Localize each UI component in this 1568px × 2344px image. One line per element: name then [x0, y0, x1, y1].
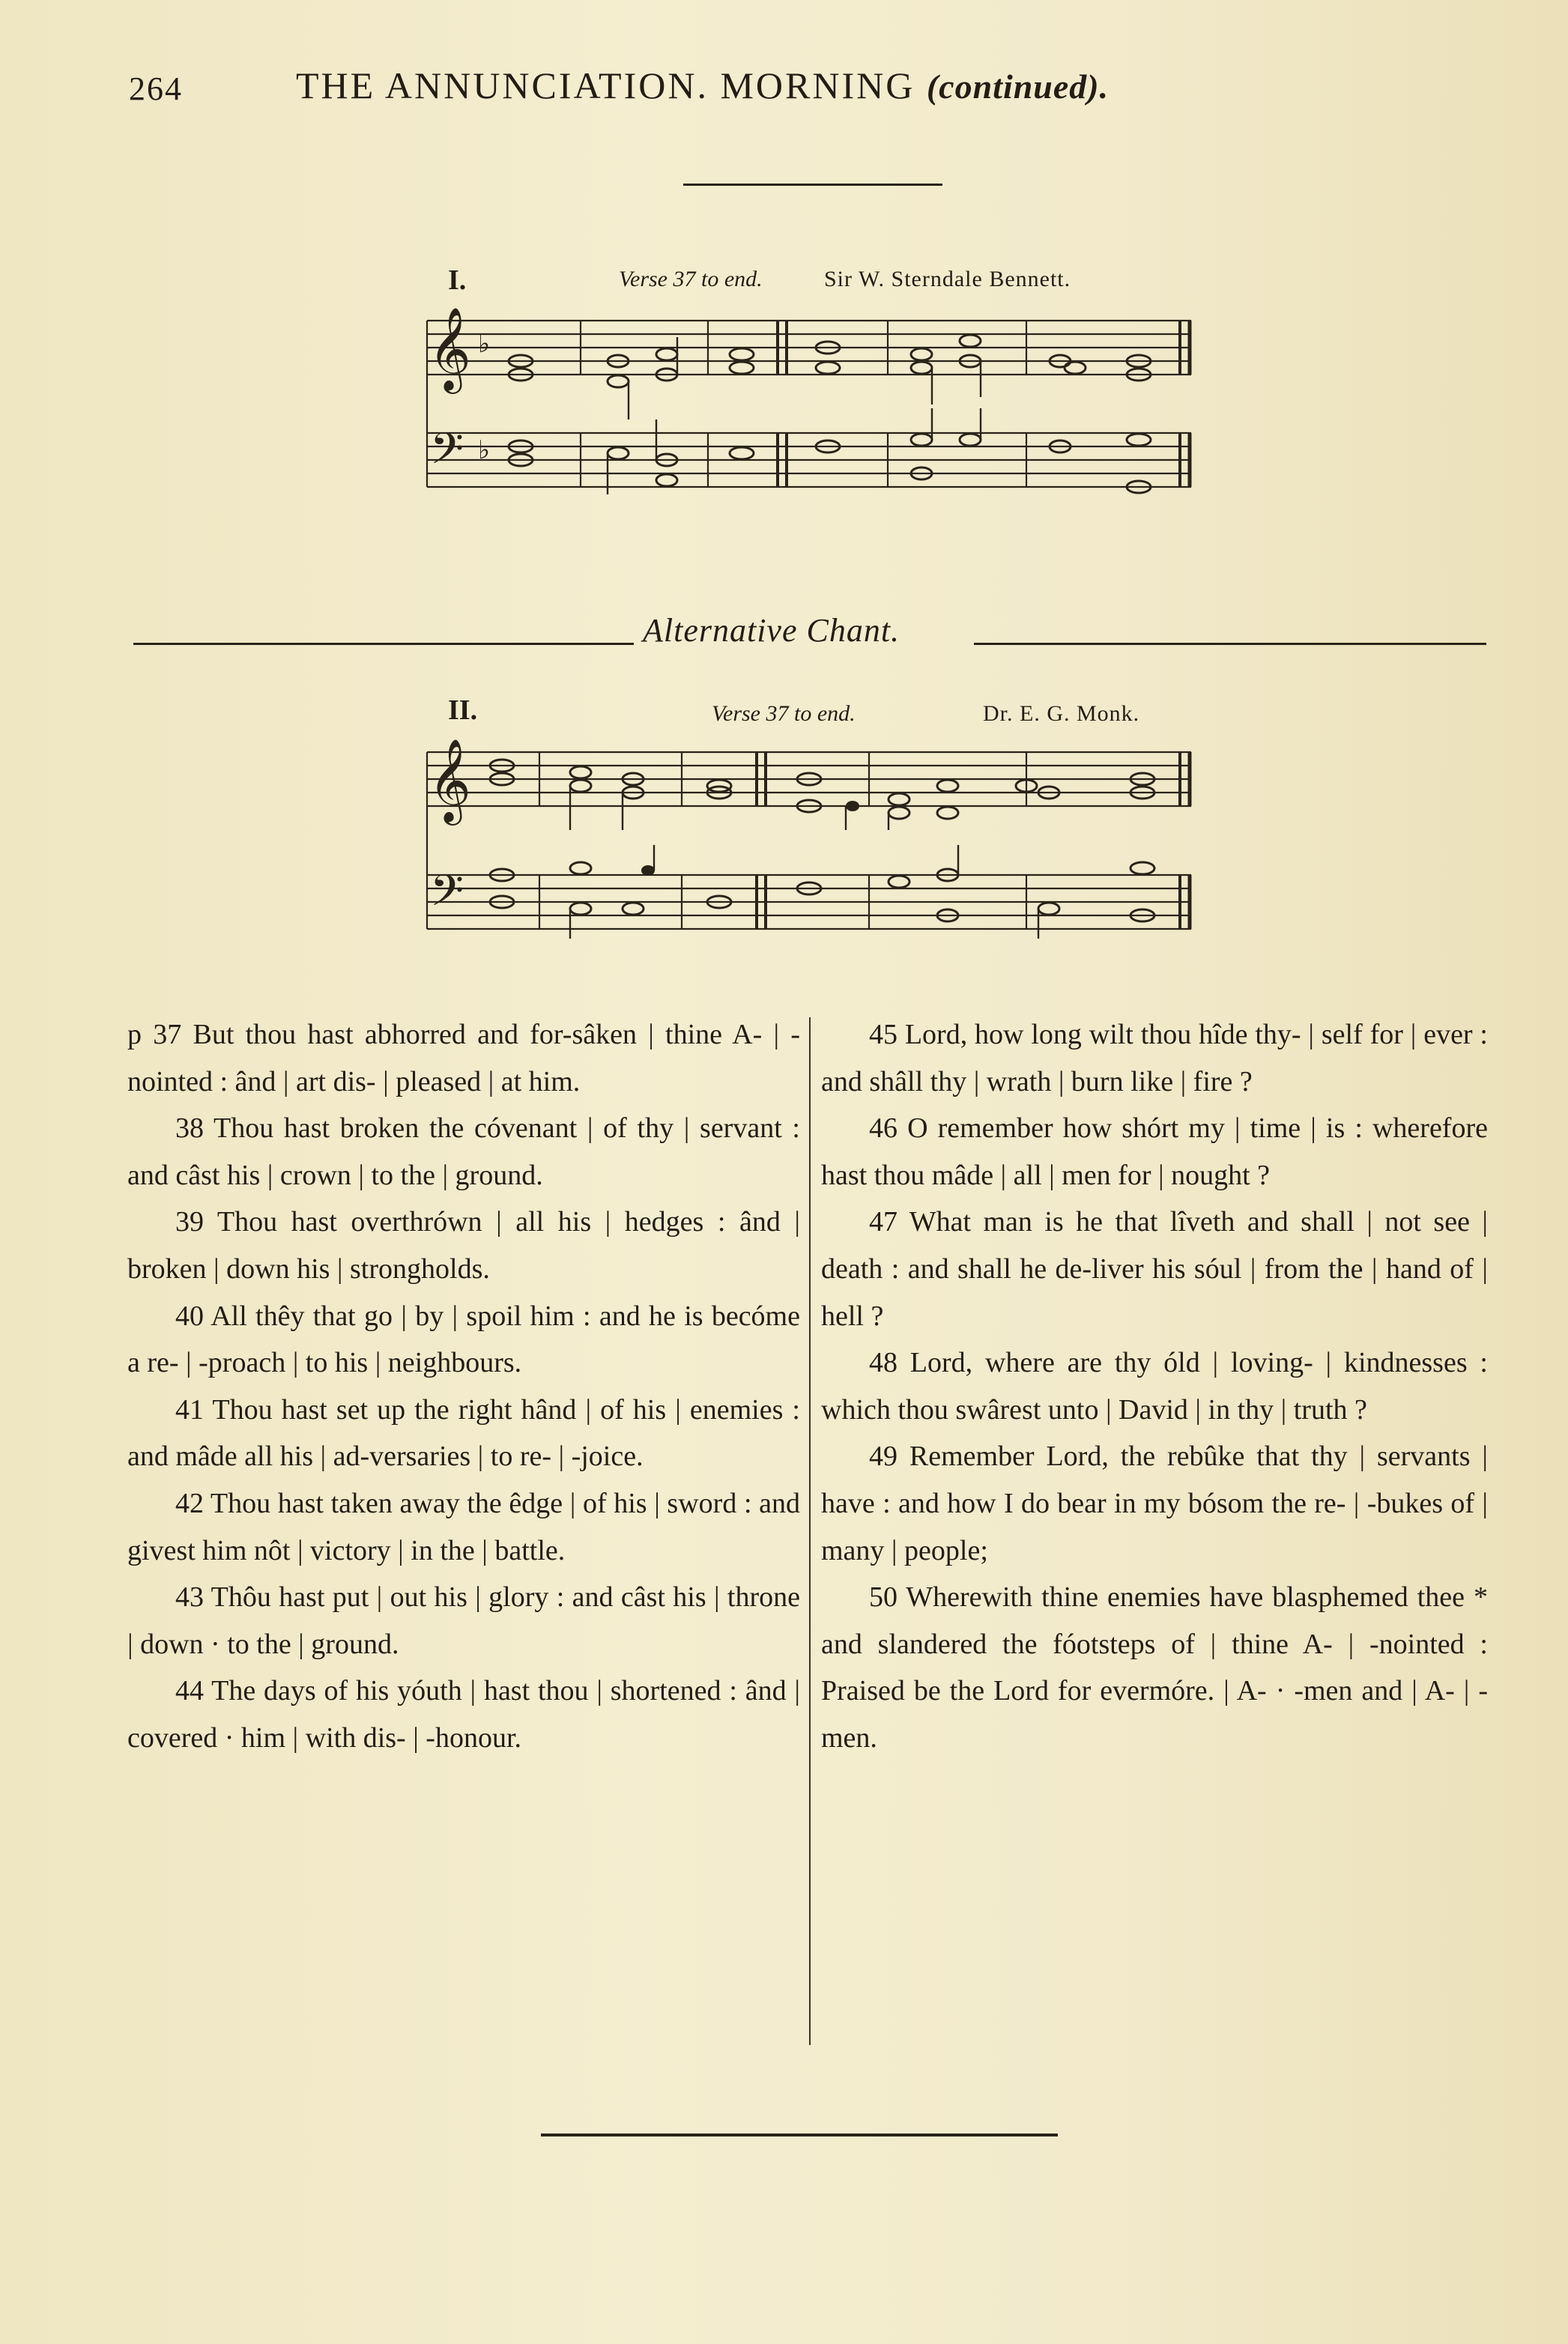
chant-1-composer: Sir W. Sterndale Bennett. [824, 267, 1071, 291]
svg-text:𝄢: 𝄢 [430, 868, 464, 926]
chant-2-verse-range: Verse 37 to end. [712, 701, 856, 726]
svg-text:𝄢: 𝄢 [430, 426, 464, 484]
verse-50: 50 Wherewith thine enemies have blasphemed thee * and slandered the fóotsteps of | thine A- | -nointed : Praised be the Lord for evermóre. | A- · -men and | A- | -men. [821, 1581, 1488, 1754]
verse-44: 44 The days of his yóuth | hast thou | shortened : ând | covered · him | with dis- | -honour. [127, 1675, 800, 1754]
header-rule [683, 184, 942, 186]
continued-text: (continued). [926, 67, 1110, 106]
alt-heading-rule-left [133, 643, 634, 645]
chant-2-music [420, 733, 1199, 950]
verse-43: 43 Thôu hast put | out his | glory : and câst his | throne | down · to the | ground. [127, 1581, 800, 1660]
verse-37: p 37 But thou hast abhorred and for-sâken | thine A- | -nointed : ând | art dis- | pleased | at him. [127, 1019, 800, 1097]
verse-47: 47 What man is he that lîveth and shall | not see | death : and shall he de-liver his sóul | from the | hand of | hell ? [821, 1206, 1488, 1332]
verse-46: 46 O remember how shórt my | time | is : wherefore hast thou mâde | all | men for | nought ? [821, 1112, 1488, 1191]
title-text: THE ANNUNCIATION. MORNING [296, 64, 915, 106]
svg-text:♭: ♭ [478, 437, 491, 464]
chant-1-verse-range: Verse 37 to end. [619, 267, 763, 291]
column-divider [809, 1017, 811, 2045]
verse-39: 39 Thou hast overthrówn | all his | hedges : ând | broken | down his | strongholds. [127, 1206, 800, 1285]
verse-38: 38 Thou hast broken the cóvenant | of thy | servant : and câst his | crown | to the | ground. [127, 1112, 800, 1191]
running-header [0, 64, 1568, 116]
verse-41: 41 Thou hast set up the right hând | of his | enemies : and mâde all his | ad-versaries | to re- | -joice. [127, 1393, 800, 1473]
psalm-column-right [821, 1011, 1488, 1762]
chant-2-label [448, 694, 477, 727]
verse-42: 42 Thou hast taken away the êdge | of his | sword : and givest him nôt | victory | in the | battle. [127, 1487, 800, 1566]
footer-rule [541, 2133, 1058, 2136]
chant-1-label [448, 264, 466, 297]
page-number: 264 [129, 70, 183, 107]
alternative-chant-heading: Alternative Chant. [643, 612, 900, 649]
verse-48: 48 Lord, where are thy óld | loving- | kindnesses : which thou swârest unto | David | in thy | truth ? [821, 1347, 1488, 1426]
chant-2-number: II. [448, 694, 478, 726]
svg-text:𝄞: 𝄞 [429, 309, 471, 389]
svg-text:𝄞: 𝄞 [429, 740, 471, 820]
psalm-column-left [127, 1011, 800, 1762]
running-title [296, 64, 1109, 107]
chant-1-number: I. [448, 264, 467, 296]
chant-1-music [420, 300, 1199, 509]
chant-2-composer: Dr. E. G. Monk. [983, 701, 1140, 726]
verse-45: 45 Lord, how long wilt thou hîde thy- | self for | ever : and shâll thy | wrath | burn like | fire ? [821, 1019, 1488, 1097]
verse-40: 40 All thêy that go | by | spoil him : and he is becóme a re- | -proach | to his | neighbours. [127, 1300, 800, 1379]
verse-49: 49 Remember Lord, the rebûke that thy | servants | have : and how I do bear in my bósom the re- | -bukes of | many | people; [821, 1441, 1488, 1566]
alt-heading-rule-right [974, 643, 1486, 645]
svg-text:♭: ♭ [478, 330, 491, 358]
